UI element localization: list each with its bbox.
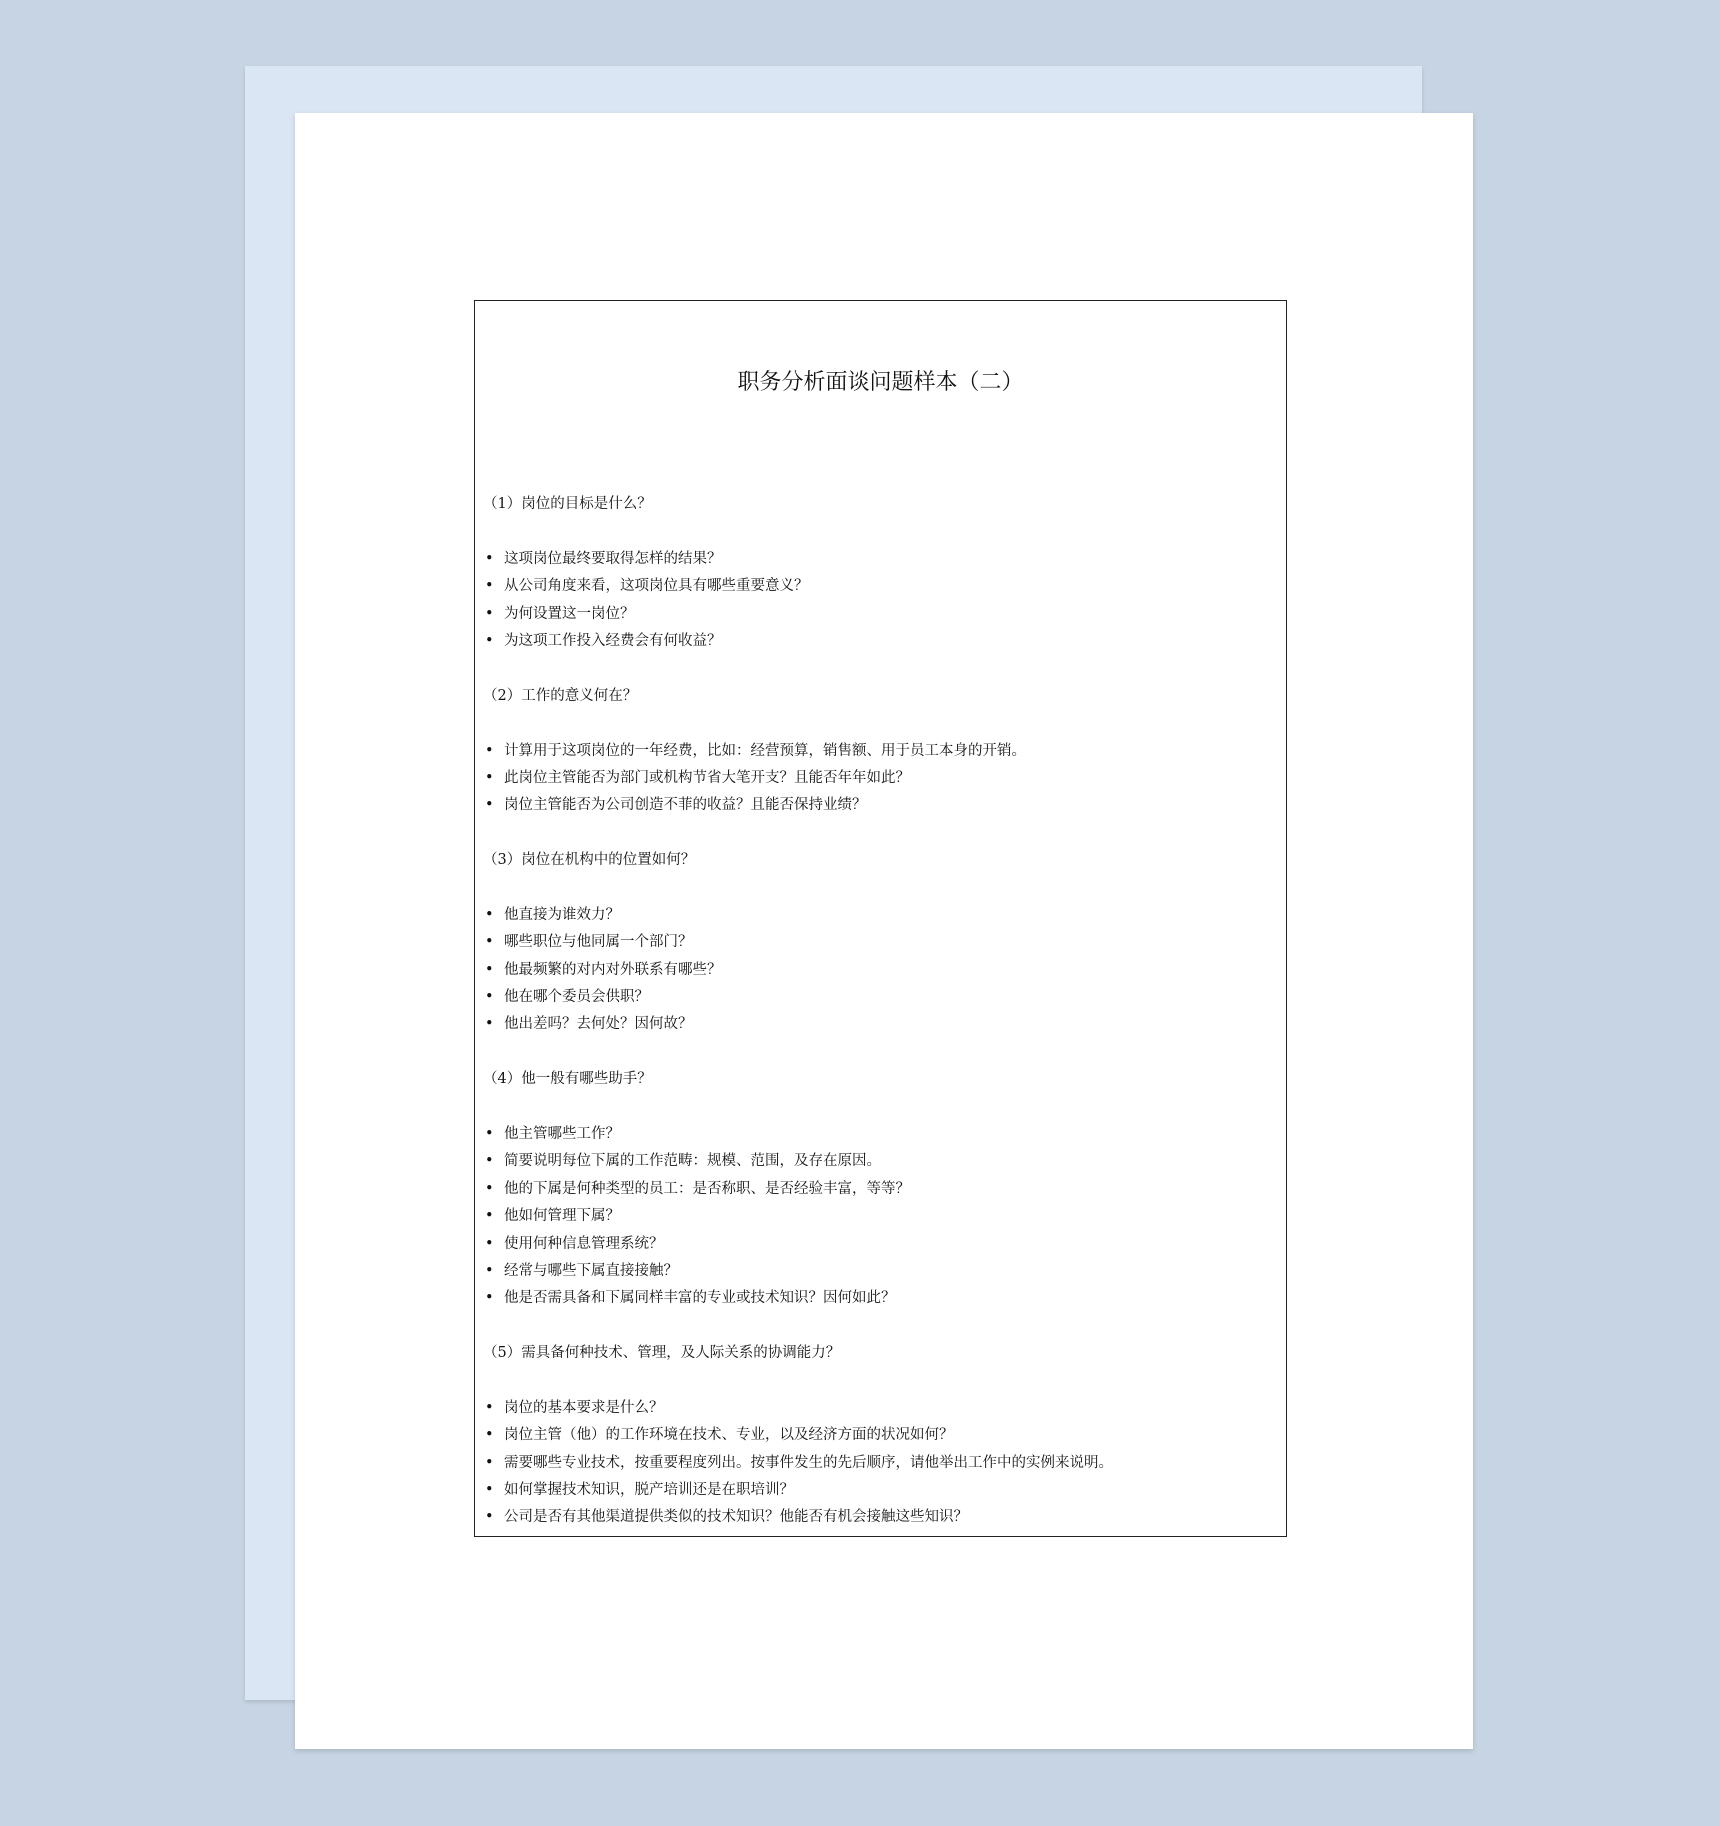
list-item <box>483 902 1278 929</box>
list-item <box>483 1176 1278 1203</box>
bullet-icon: • <box>485 797 494 814</box>
list-item-text: 他最频繁的对内对外联系有哪些？ <box>504 961 722 978</box>
list-item <box>483 546 1278 573</box>
list-item <box>483 1121 1278 1148</box>
list-item <box>483 1422 1278 1449</box>
bullet-icon: • <box>485 578 494 595</box>
document-content <box>483 491 1278 1532</box>
document-frame <box>474 300 1287 1537</box>
bullet-icon: • <box>485 1208 494 1225</box>
spacer <box>483 1313 1278 1340</box>
list-item-text: 如何掌握技术知识，脱产培训还是在职培训？ <box>504 1482 794 1499</box>
spacer <box>483 518 1278 545</box>
list-item <box>483 601 1278 628</box>
bullet-icon: • <box>485 961 494 978</box>
section-heading: （1）岗位的目标是什么？ <box>483 496 652 512</box>
list-item-text: 这项岗位最终要取得怎样的结果？ <box>504 550 722 567</box>
bullet-icon: • <box>485 632 494 649</box>
bullet-icon: • <box>485 1454 494 1471</box>
bullet-icon: • <box>485 1016 494 1033</box>
list-item <box>483 929 1278 956</box>
list-item <box>483 1450 1278 1477</box>
list-item-text: 他出差吗？去何处？因何故？ <box>504 1016 693 1033</box>
list-item-text: 他是否需具备和下属同样丰富的专业或技术知识？因何如此？ <box>504 1290 896 1307</box>
list-item <box>483 1395 1278 1422</box>
bullet-icon: • <box>485 550 494 567</box>
bullet-icon: • <box>485 989 494 1006</box>
list-item <box>483 573 1278 600</box>
bullet-icon: • <box>485 605 494 622</box>
list-item-text: 岗位主管能否为公司创造不菲的收益？且能否保持业绩？ <box>504 797 867 814</box>
list-item <box>483 765 1278 792</box>
list-item-text: 哪些职位与他同属一个部门？ <box>504 934 693 951</box>
bullet-icon: • <box>485 1180 494 1197</box>
list-item-text: 为这项工作投入经费会有何收益？ <box>504 632 722 649</box>
list-item-text: 简要说明每位下属的工作范畴：规模、范围，及存在原因。 <box>504 1153 881 1170</box>
list-item <box>483 1477 1278 1504</box>
list-item <box>483 957 1278 984</box>
bullet-icon: • <box>485 1399 494 1416</box>
spacer <box>483 710 1278 737</box>
list-item <box>483 1011 1278 1038</box>
list-item <box>483 628 1278 655</box>
section-heading: （3）岗位在机构中的位置如何？ <box>483 852 696 869</box>
list-item <box>483 1504 1278 1531</box>
list-item-text: 此岗位主管能否为部门或机构节省大笔开支？且能否年年如此？ <box>504 769 910 786</box>
list-item <box>483 1285 1278 1312</box>
section-heading: （2）工作的意义何在？ <box>483 687 638 704</box>
list-item <box>483 1203 1278 1230</box>
bullet-icon: • <box>485 1509 494 1526</box>
list-item-text: 公司是否有其他渠道提供类似的技术知识？他能否有机会接触这些知识？ <box>504 1509 968 1526</box>
bullet-icon: • <box>485 1235 494 1252</box>
list-item <box>483 792 1278 819</box>
list-item <box>483 738 1278 765</box>
bullet-icon: • <box>485 769 494 786</box>
list-item-text: 需要哪些专业技术，按重要程度列出。按事件发生的先后顺序，请他举出工作中的实例来说明。 <box>504 1454 1113 1471</box>
bullet-icon: • <box>485 742 494 759</box>
bullet-icon: • <box>485 1153 494 1170</box>
spacer <box>483 655 1278 682</box>
list-item <box>483 1258 1278 1285</box>
bullet-icon: • <box>485 1482 494 1499</box>
list-item <box>483 984 1278 1011</box>
list-item-text: 岗位主管（他）的工作环境在技术、专业，以及经济方面的状况如何？ <box>504 1427 954 1444</box>
list-item-text: 他直接为谁效力？ <box>504 906 620 923</box>
bullet-icon: • <box>485 906 494 923</box>
bullet-icon: • <box>485 1125 494 1142</box>
spacer <box>483 874 1278 901</box>
list-item-text: 经常与哪些下属直接接触？ <box>504 1262 678 1279</box>
spacer <box>483 1094 1278 1121</box>
list-item <box>483 1148 1278 1175</box>
list-item-text: 他在哪个委员会供职？ <box>504 989 649 1006</box>
document-title: 职务分析面谈问题样本（二） <box>737 370 1024 395</box>
spacer <box>483 820 1278 847</box>
bullet-icon: • <box>485 1262 494 1279</box>
bullet-icon: • <box>485 934 494 951</box>
spacer <box>483 1039 1278 1066</box>
list-item-text: 计算用于这项岗位的一年经费，比如：经营预算，销售额、用于员工本身的开销。 <box>504 742 1026 759</box>
list-item-text: 他如何管理下属？ <box>504 1208 620 1225</box>
list-item-text: 他主管哪些工作？ <box>504 1125 620 1142</box>
section-heading: （5）需具备何种技术、管理，及人际关系的协调能力？ <box>483 1345 841 1362</box>
list-item-text: 岗位的基本要求是什么？ <box>504 1399 664 1416</box>
section-heading: （4）他一般有哪些助手？ <box>483 1071 652 1088</box>
list-item-text: 为何设置这一岗位？ <box>504 605 635 622</box>
bullet-icon: • <box>485 1290 494 1307</box>
list-item-text: 从公司角度来看，这项岗位具有哪些重要意义？ <box>504 578 809 595</box>
list-item <box>483 1231 1278 1258</box>
bullet-icon: • <box>485 1427 494 1444</box>
spacer <box>483 1368 1278 1395</box>
list-item-text: 使用何种信息管理系统？ <box>504 1235 664 1252</box>
list-item-text: 他的下属是何种类型的员工：是否称职、是否经验丰富，等等？ <box>504 1180 910 1197</box>
